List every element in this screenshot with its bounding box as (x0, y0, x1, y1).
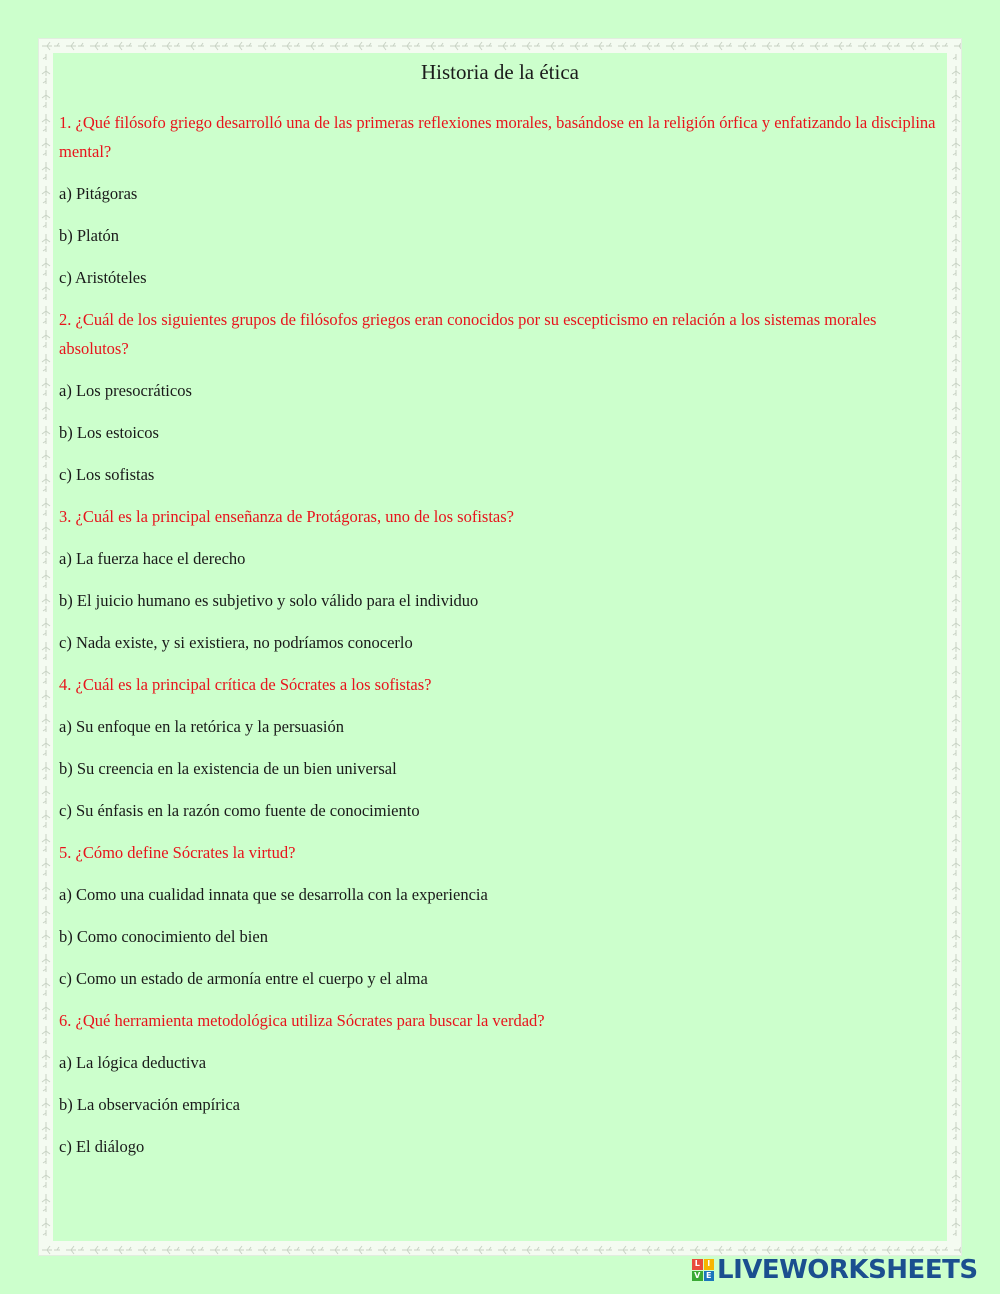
question-block-3 (59, 502, 944, 657)
answer-option-a[interactable]: a) Como una cualidad innata que se desarrolla con la experiencia (59, 885, 488, 904)
answer-option-b[interactable]: b) Platón (59, 226, 120, 245)
logo-letter-v: V (692, 1271, 703, 1282)
answer-option-a[interactable]: a) La fuerza hace el derecho (59, 549, 246, 568)
question-block-5 (59, 838, 944, 993)
question-text: 4. ¿Cuál es la principal crítica de Sócrates a los sofistas? (59, 675, 432, 694)
question-text: 1. ¿Qué filósofo griego desarrolló una de las primeras reflexiones morales, basándose en la religión órfica y enfatizando la disciplina mental? (59, 113, 936, 161)
answer-option-b[interactable]: b) La observación empírica (59, 1095, 240, 1114)
question-block-2 (59, 305, 944, 489)
answer-option-c[interactable]: c) Su énfasis en la razón como fuente de conocimiento (59, 801, 420, 820)
brand-wordmark: LIVEWORKSHEETS (717, 1255, 978, 1285)
question-text: 2. ¿Cuál de los siguientes grupos de filósofos griegos eran conocidos por su escepticismo en relación a los sistemas morales absolutos? (59, 310, 877, 358)
page-title: Historia de la ética (420, 60, 579, 84)
question-block-1 (59, 108, 944, 292)
answer-option-a[interactable]: a) Pitágoras (59, 184, 138, 203)
logo-letter-e: E (704, 1271, 715, 1282)
answer-option-a[interactable]: a) Los presocráticos (59, 381, 192, 400)
answer-option-c[interactable]: c) Los sofistas (59, 465, 155, 484)
liveworksheets-logo-icon (692, 1259, 714, 1281)
answer-option-b[interactable]: b) Como conocimiento del bien (59, 927, 268, 946)
answer-option-c[interactable]: c) Aristóteles (59, 268, 147, 287)
question-block-6 (59, 1006, 944, 1161)
logo-letter-l: L (692, 1259, 703, 1270)
questions-list (59, 108, 944, 1174)
answer-option-a[interactable]: a) La lógica deductiva (59, 1053, 207, 1072)
answer-option-b[interactable]: b) Los estoicos (59, 423, 159, 442)
question-text: 5. ¿Cómo define Sócrates la virtud? (59, 843, 296, 862)
answer-option-c[interactable]: c) El diálogo (59, 1137, 145, 1156)
liveworksheets-brand (692, 1257, 978, 1283)
answer-option-b[interactable]: b) Su creencia en la existencia de un bien universal (59, 759, 397, 778)
question-text: 6. ¿Qué herramienta metodológica utiliza Sócrates para buscar la verdad? (59, 1011, 545, 1030)
answer-option-a[interactable]: a) Su enfoque en la retórica y la persuasión (59, 717, 344, 736)
question-text: 3. ¿Cuál es la principal enseñanza de Protágoras, uno de los sofistas? (59, 507, 514, 526)
answer-option-c[interactable]: c) Como un estado de armonía entre el cuerpo y el alma (59, 969, 428, 988)
answer-option-c[interactable]: c) Nada existe, y si existiera, no podríamos conocerlo (59, 633, 413, 652)
question-block-4 (59, 670, 944, 825)
logo-letter-i: I (704, 1259, 715, 1270)
answer-option-b[interactable]: b) El juicio humano es subjetivo y solo válido para el individuo (59, 591, 479, 610)
